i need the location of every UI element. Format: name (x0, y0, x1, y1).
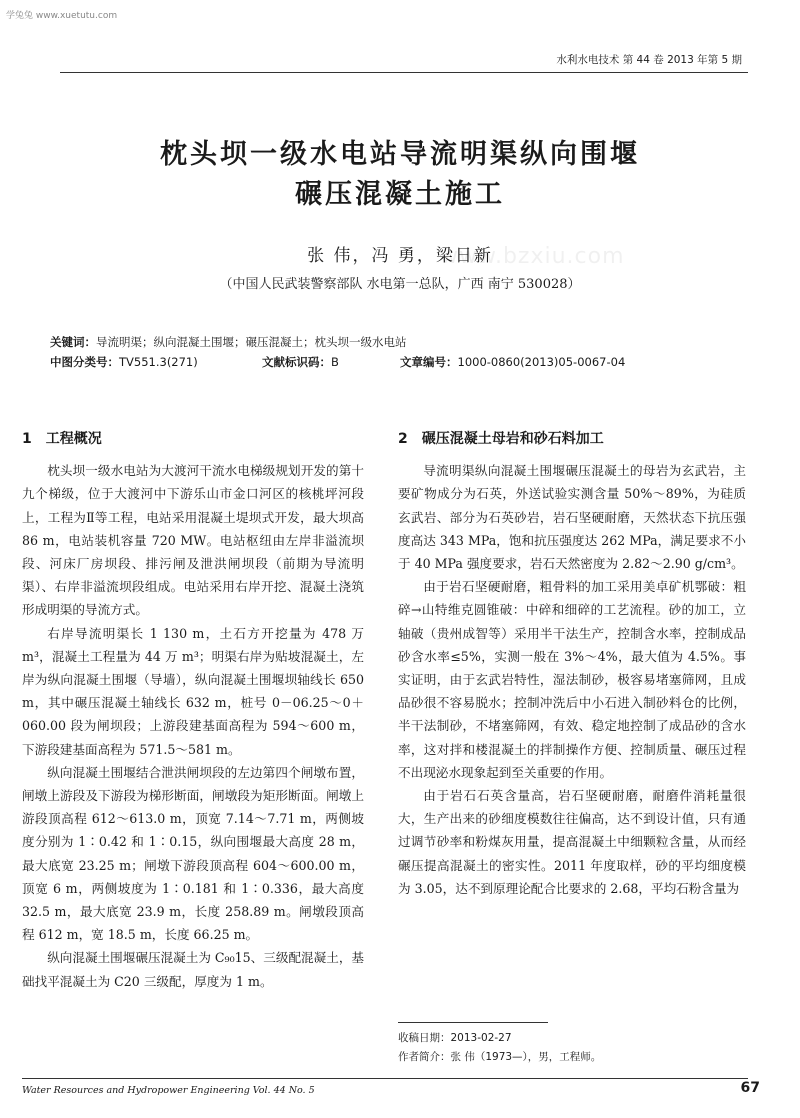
clc-line (50, 354, 198, 370)
received-date: 收稿日期：2013-02-27 (398, 1032, 512, 1044)
journal-header: 水利水电技术 第 44 卷 2013 年第 5 期 (556, 54, 742, 66)
article-no-line (400, 354, 625, 370)
left-column (22, 428, 364, 993)
section1-number: 1 (22, 431, 32, 447)
section1-paragraph: 枕头坝一级水电站为大渡河干流水电梯级规划开发的第十九个梯级，位于大渡河中下游乐山市金口河区的核桃坪河段上，工程为Ⅱ等工程，电站采用混凝土堤坝式开发，最大坝高 86 m，电站装机容量 720 MW。电站枢纽由左岸非溢流坝段、河床厂房坝段、排污闸及泄洪闸坝段（前期为导流明渠）、右岸非溢流坝段组成。电站采用右岸开挖、混凝土浇筑形成明渠的导流方式。 (22, 463, 364, 618)
section1-title: 工程概况 (45, 431, 102, 447)
section2-heading (398, 428, 746, 451)
section1-heading (22, 428, 364, 451)
section2-paragraph: 由于岩石坚硬耐磨，粗骨料的加工采用美卓矿机鄂破：粗碎→山特维克圆锥破：中碎和细碎的工艺流程。砂的加工，立轴破（贵州成智等）采用半干法生产，控制含水率，控制成品砂含水率≤5%，实测一般在 3%～4%，最大值为 4.5%。事实证明，由于玄武岩特性，湿法制砂，极容易堵塞筛网，且成品砂很不容易脱水；控制冲洗后中小石进入制砂料仓的比例，半干法制砂，不堵塞筛网，有效、稳定地控制了成品砂的含水率，这对拌和楼混凝土的拌制操作方便、控制质量、碾压过程不出现泌水现象起到至关重要的作用。 (398, 579, 746, 780)
keywords: 导流明渠；纵向混凝土围堰；碾压混凝土；枕头坝一级水电站 (96, 335, 407, 349)
section2-title: 碾压混凝土母岩和砂石料加工 (421, 431, 604, 447)
section2-paragraph: 导流明渠纵向混凝土围堰碾压混凝土的母岩为玄武岩，主要矿物成分为石英，外送试验实测含量 50%～89%，为硅质玄武岩、部分为石英砂岩，岩石坚硬耐磨，天然状态下抗压强度高达 343 MPa，饱和抗压强度达 262 MPa，满足要求不小于 40 MPa 强度要求，岩石天然密度为 2.82～2.90 g/cm³。 (398, 463, 746, 572)
article-no-label: 文章编号： (400, 355, 458, 369)
doc-code-label: 文献标识码： (262, 355, 331, 369)
section1-paragraph: 纵向混凝土围堰碾压混凝土为 C₉₀15、三级配混凝土，基础找平混凝土为 C20 三级配，厚度为 1 m。 (22, 950, 365, 989)
header-rule (60, 72, 748, 73)
journal-footer: Water Resources and Hydropower Engineering Vol. 44 No. 5 (22, 1085, 315, 1096)
section2-paragraph: 由于岩石石英含量高，岩石坚硬耐磨，耐磨件消耗量很大，生产出来的砂细度模数往往偏高，达不到设计值，只有通过调节砂率和粉煤灰用量，提高混凝土中细颗粒含量，从而经碾压提高混凝土的密实性。2011 年度取样，砂的平均细度模为 3.05，达不到原理论配合比要求的 2.68，平均石粉含量为 (398, 788, 746, 896)
footer-rule (22, 1078, 748, 1079)
doc-code-line (262, 354, 339, 370)
section1-paragraph: 纵向混凝土围堰结合泄洪闸坝段的左边第四个闸墩布置，闸墩上游段及下游段为梯形断面，闸墩段为矩形断面。闸墩上游段顶高程 612～613.0 m，顶宽 7.14～7.71 m，两侧坡度分别为 1∶0.42 和 1∶0.15，纵向围堰最大高度 28 m，最大底宽 23.25 m；闸墩下游段顶高程 604～600.00 m，顶宽 6 m，两侧坡度为 1∶0.181 和 1∶0.336，最大高度 32.5 m，最大底宽 23.9 m，长度 258.89 m。闸墩段顶高程 612 m，宽 18.5 m，长度 66.25 m。 (22, 764, 364, 943)
right-column (398, 428, 746, 900)
article-title-line1: 枕头坝一级水电站导流明渠纵向围堰 (160, 139, 640, 170)
page-number: 67 (740, 1080, 760, 1096)
article-title-line2: 碾压混凝土施工 (295, 179, 505, 210)
clc-value: TV551.3(271) (119, 355, 198, 369)
keywords-label: 关键词： (50, 335, 96, 349)
article-no-value: 1000-0860(2013)05-0067-04 (457, 355, 626, 369)
site-watermark: 学兔兔 www.xuetutu.com (6, 11, 118, 21)
footnote-rule (398, 1022, 548, 1023)
doc-code-value: B (331, 355, 339, 369)
affiliation: （中国人民武装警察部队 水电第一总队，广西 南宁 530028） (219, 277, 581, 292)
section2-number: 2 (398, 431, 408, 447)
center-watermark: www.bzxiu.com (440, 244, 625, 269)
authors: 张 伟，冯 勇，梁日新 (307, 246, 493, 266)
section1-paragraph: 右岸导流明渠长 1 130 m，土石方开挖量为 478 万 m³，混凝土工程量为 44 万 m³；明渠右岸为贴坡混凝土，左岸为纵向混凝土围堰（导墙），纵向混凝土围堰坝轴线长 650 m，其中碾压混凝土轴线长 632 m，桩号 0－06.25～0＋060.00 段为闸坝段；上游段建基面高程为 594～600 m，下游段建基面高程为 571.5～581 m。 (22, 625, 364, 757)
footnotes (398, 1022, 748, 1067)
keywords-line (50, 334, 407, 350)
clc-label: 中图分类号： (50, 355, 119, 369)
author-intro: 作者简介：张 伟（1973—），男，工程师。 (398, 1051, 602, 1063)
